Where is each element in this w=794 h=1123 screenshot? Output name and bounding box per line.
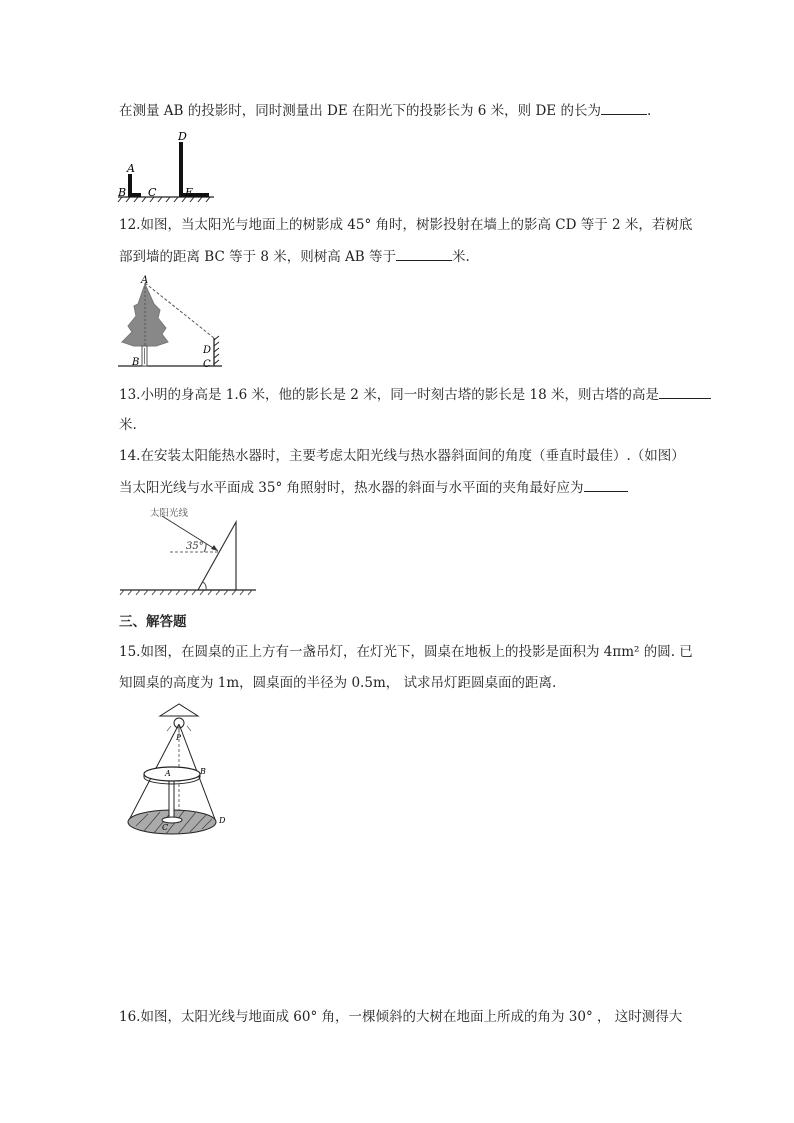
section-3-title: 三、解答题 <box>119 614 187 630</box>
q14-angle-label: 35° <box>186 541 204 552</box>
q12-label-d: D <box>203 345 212 356</box>
q15-line2: 知圆桌的高度为 1m，圆桌面的半径为 0.5m， 试求吊灯距圆桌面的距离. <box>119 675 557 691</box>
q11-text <box>119 100 651 121</box>
q15-label-c: C <box>162 823 169 832</box>
q14-figure <box>120 506 260 598</box>
q14-line2 <box>119 477 628 498</box>
q12-label-a: A <box>141 275 149 286</box>
q12-label-c: C <box>203 359 211 370</box>
q11-answer-blank[interactable] <box>601 100 647 115</box>
q12-question-text: 部到墙的距离 BC 等于 8 米，则树高 AB 等于 <box>119 249 397 265</box>
q15-figure <box>122 702 234 844</box>
q11-label-a: A <box>127 162 135 175</box>
q13-line1 <box>119 384 711 405</box>
q11-period: . <box>646 103 652 119</box>
q14-sunlight-label: 太阳光线 <box>150 508 189 519</box>
q15-label-d: D <box>219 816 226 825</box>
q12-unit: 米. <box>452 249 470 265</box>
q11-label-c: C <box>148 186 157 199</box>
q12-line2 <box>119 246 470 267</box>
q14-line1: 14.在安装太阳能热水器时，主要考虑太阳光线与热水器斜面间的角度（垂直时最佳）.（如图） <box>119 448 685 464</box>
q15-label-p: P <box>176 733 182 742</box>
q12-answer-blank[interactable] <box>396 246 452 261</box>
q14-answer-blank[interactable] <box>584 477 628 492</box>
q13-question-text: 13.小明的身高是 1.6 米，他的影长是 2 米，同一时刻古塔的影长是 18 米，则古塔的高是 <box>119 387 659 403</box>
q11-figure <box>118 130 218 202</box>
q15-line1: 15.如图，在圆桌的正上方有一盏吊灯，在灯光下，圆桌在地板上的投影是面积为 4πm² 的圆. 已 <box>119 644 693 660</box>
q12-figure <box>118 276 228 372</box>
q16-line1: 16.如图，太阳光线与地面成 60° 角，一棵倾斜的大树在地面上所成的角为 30° ， 这时测得大 <box>119 1009 683 1025</box>
q12-line1: 12.如图，当太阳光与地面上的树影成 45° 角时，树影投射在墙上的影高 CD 等于 2 米，若树底 <box>119 217 693 233</box>
q13-answer-blank[interactable] <box>659 384 711 399</box>
q15-label-a: A <box>165 769 171 778</box>
q11-question-text: 在测量 AB 的投影时，同时测量出 DE 在阳光下的投影长为 6 米，则 DE 的长为 <box>119 103 601 119</box>
q11-label-d: D <box>178 130 187 143</box>
q13-line2: 米. <box>119 417 137 433</box>
q11-label-e: E <box>185 186 194 199</box>
q14-question-text: 当太阳光线与水平面成 35° 角照射时，热水器的斜面与水平面的夹角最好应为 <box>119 480 584 496</box>
q15-label-b: B <box>200 767 206 776</box>
q11-label-b: B <box>118 186 127 199</box>
q12-label-b: B <box>132 357 140 368</box>
